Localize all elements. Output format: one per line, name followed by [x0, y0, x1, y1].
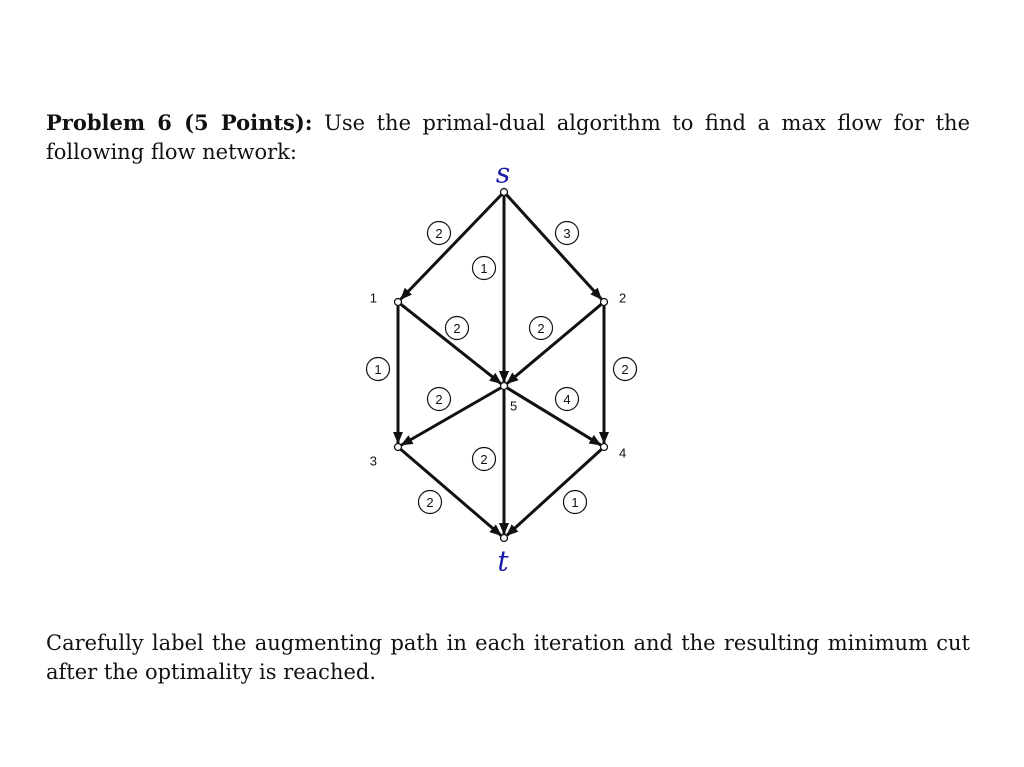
- node-s: [501, 189, 508, 196]
- problem-heading: Problem 6 (5 Points):: [46, 110, 313, 135]
- capacity-badge-5-3: [428, 388, 451, 411]
- capacity-label: 2: [435, 226, 443, 241]
- capacity-label: 3: [563, 226, 571, 241]
- node-t: [501, 535, 508, 542]
- edge-4-t: [507, 449, 601, 535]
- capacity-label: 1: [480, 261, 488, 276]
- node-label-4: 4: [619, 445, 627, 461]
- capacity-badge-1-5: [446, 317, 469, 340]
- capacity-label: 2: [426, 495, 434, 510]
- node-label-2: 2: [619, 290, 627, 306]
- node-3: [395, 444, 402, 451]
- capacity-badge-3-t: [419, 491, 442, 514]
- label-layer: [369, 156, 629, 578]
- capacity-layer: [367, 222, 637, 514]
- node-label-1: 1: [369, 290, 377, 306]
- node-5: [501, 383, 508, 390]
- capacity-badge-s-5: [473, 257, 496, 280]
- node-label-5: 5: [510, 398, 518, 414]
- capacity-label: 1: [571, 495, 579, 510]
- node-label-3: 3: [369, 453, 377, 469]
- capacity-label: 2: [537, 321, 545, 336]
- capacity-label: 2: [453, 321, 461, 336]
- edge-1-5: [401, 304, 501, 383]
- node-4: [601, 444, 608, 451]
- capacity-label: 1: [374, 362, 382, 377]
- problem-prompt: Use the primal-dual algorithm to find a max flow for the following flow network:: [46, 111, 970, 164]
- capacity-badge-5-t: [473, 448, 496, 471]
- capacity-badge-2-5: [530, 317, 553, 340]
- node-2: [601, 299, 608, 306]
- edge-s-2: [506, 195, 601, 299]
- edge-5-3: [401, 388, 500, 445]
- edge-layer: [398, 195, 604, 536]
- capacity-badge-1-3: [367, 358, 390, 381]
- edge-s-1: [401, 195, 502, 300]
- capacity-label: 2: [480, 452, 488, 467]
- edge-2-5: [507, 304, 601, 383]
- capacity-badge-2-4: [614, 358, 637, 381]
- edge-5-4: [507, 388, 601, 445]
- capacity-badge-4-t: [564, 491, 587, 514]
- capacity-label: 2: [621, 362, 629, 377]
- source-label: s: [495, 156, 511, 190]
- capacity-badge-5-4: [556, 388, 579, 411]
- node-1: [395, 299, 402, 306]
- capacity-label: 4: [563, 392, 571, 407]
- sink-label: t: [497, 544, 509, 578]
- capacity-badge-s-2: [556, 222, 579, 245]
- capacity-label: 2: [435, 392, 443, 407]
- closing-instruction: Carefully label the augmenting path in each iteration and the resulting minimum cut after the optimality is reached.: [46, 631, 970, 684]
- capacity-badge-s-1: [428, 222, 451, 245]
